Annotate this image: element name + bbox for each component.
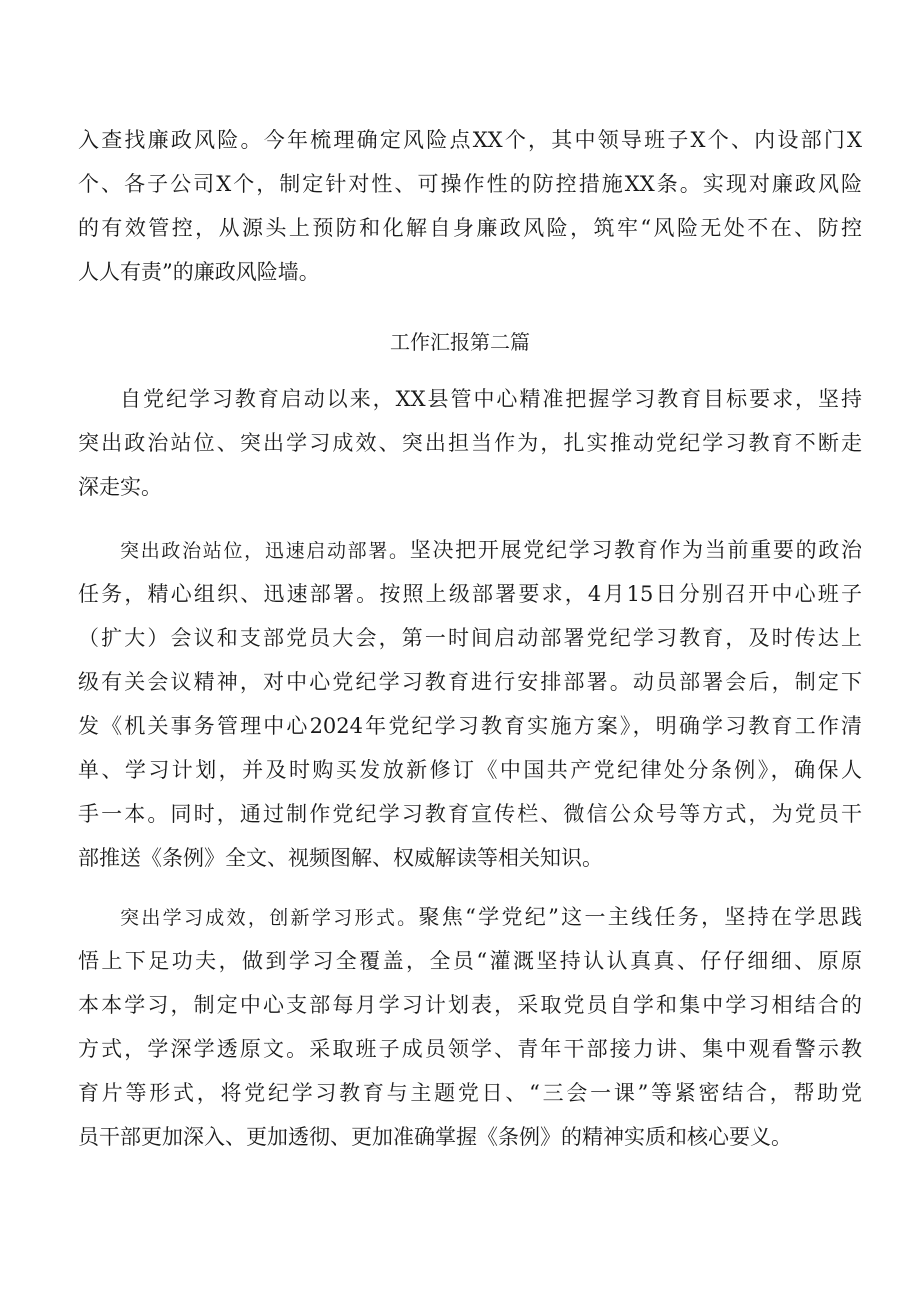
- para2-line-1: 自党纪学习教育启动以来，XX县管中心精准把握学习教育目标要求，坚持: [120, 387, 862, 411]
- para4-line-4: 方式，学深学透原文。采取班子成员领学、青年干部接力讲、集中观看警示教: [78, 1037, 862, 1061]
- para3-line-2: 任务，精心组织、迅速部署。按照上级部署要求，4月15日分别召开中心班子: [78, 582, 862, 606]
- para1-line-3: 的有效管控，从源头上预防和化解自身廉政风险，筑牢“风险无处不在、防控: [78, 216, 862, 240]
- para3-first-rest: 坚决把开展党纪学习教育作为当前重要的政治: [409, 538, 862, 562]
- para1-line-2: 个、各子公司X个，制定针对性、可操作性的防控措施XX条。实现对廉政风险: [78, 172, 862, 196]
- para3-line-4: 级有关会议精神，对中心党纪学习教育进行安排部署。动员部署会后，制定下: [78, 670, 862, 694]
- para4-line-2: 悟上下足功夫，做到学习全覆盖，全员“灌溉坚持认认真真、仔仔细细、原原: [78, 949, 862, 973]
- para2-line-3: 深走实。: [78, 475, 162, 499]
- para4-line-5: 育片等形式，将党纪学习教育与主题党日、“三会一课”等紧密结合，帮助党: [78, 1081, 862, 1105]
- section-heading: 工作汇报第二篇: [390, 330, 530, 354]
- para3-line-5: 发《机关事务管理中心2024年党纪学习教育实施方案》，明确学习教育工作清: [78, 714, 862, 738]
- para4-line-1: [120, 895, 862, 939]
- para1-line-4: 人人有责”的廉政风险墙。: [78, 260, 320, 284]
- para4-lead: 突出学习成效，创新学习形式。: [120, 907, 419, 929]
- para3-lead: 突出政治站位，迅速启动部署。: [120, 540, 410, 562]
- para4-line-3: 本本学习，制定中心支部每月学习计划表，采取党员自学和集中学习相结合的: [78, 993, 862, 1017]
- para3-line-1: [120, 528, 862, 572]
- para4-line-6: 员干部更加深入、更加透彻、更加准确掌握《条例》的精神实质和核心要义。: [78, 1125, 792, 1149]
- para1-line-1: 入查找廉政风险。今年梳理确定风险点XX个，其中领导班子X个、内设部门X: [78, 128, 862, 152]
- para3-line-6: 单、学习计划，并及时购买发放新修订《中国共产党纪律处分条例》，确保人: [78, 758, 862, 782]
- para4-first-rest: 聚焦“学党纪”这一主线任务，坚持在学思践: [418, 905, 862, 929]
- para3-line-8: 部推送《条例》全文、视频图解、权威解读等相关知识。: [78, 846, 603, 870]
- para2-line-2: 突出政治站位、突出学习成效、突出担当作为，扎实推动党纪学习教育不断走: [78, 431, 862, 455]
- para3-line-7: 手一本。同时，通过制作党纪学习教育宣传栏、微信公众号等方式，为党员干: [78, 802, 862, 826]
- para3-line-3: （扩大）会议和支部党员大会，第一时间启动部署党纪学习教育，及时传达上: [78, 626, 862, 650]
